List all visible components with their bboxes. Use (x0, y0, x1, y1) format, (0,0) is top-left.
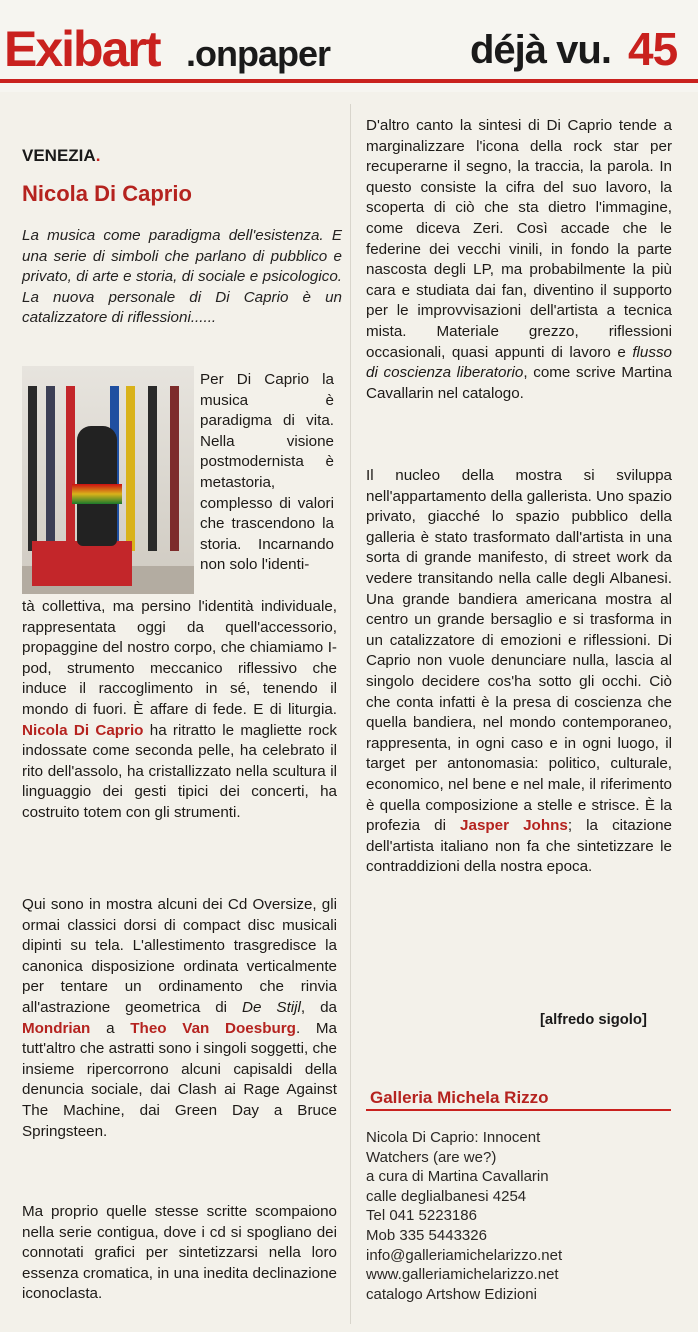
venue-rule (366, 1109, 671, 1111)
right-paragraph-1-a: D'altro canto la sintesi di Di Caprio tende a marginalizzare l'icona della rock star per recuperarne il segno, la traccia, la parola. In questo consiste la cifra del suo lavoro, la scoperta di ciò che sta dietro l'immagine, come diceva Zeri. Così accade che le federine dei vecchi vinili, in fondo la parte nascosta degli LP, ma probabilmente la più cara e studiata dai fan, diventino il supporto per le improvvisazioni dell'artista a tecnica mista. Materiale grezzo, riflessioni occasionali, quasi appunti di lavoro e (366, 117, 672, 361)
venue-mobile: Mob 335 5443326 (366, 1226, 487, 1244)
right-paragraph-2-b: ; la citazione dell'artista italiano non fa che sintetizzare le contraddizioni della nostra epoca. (366, 817, 673, 876)
column-divider (350, 104, 351, 1324)
paragraph-3-d: . Ma tutt'altro che astratti sono i singoli soggetti, che insieme ripercorrono alcuni capisaldi della denuncia sociale, dai Clash ai Rage Against The Machine, dai Green Day a Bruce Springsteen. (22, 1019, 337, 1140)
venue-info (366, 1128, 676, 1304)
venue-email: info@galleriamichelarizzo.net (366, 1246, 563, 1264)
author-credit: [alfredo sigolo] (540, 1012, 647, 1028)
venue-address: calle deglialbanesi 4254 (366, 1187, 527, 1205)
red-pedestal (32, 541, 132, 586)
venue-name: Galleria Michela Rizzo (370, 1088, 549, 1107)
venue-line: Nicola Di Caprio: Innocent (366, 1129, 541, 1146)
artwork-photo (22, 366, 194, 594)
paragraph-beside-photo: Per Di Caprio la musica è paradigma di vita. Nella visione postmodernista è metastoria, complesso di valori che trascendono la storia. Incarnando non solo l'identi- (200, 371, 334, 574)
canvas-spine (170, 386, 179, 551)
paragraph-4: Ma proprio quelle stesse scritte scompaiono nella serie contigua, dove i cd si spogliano dei connotati grafici per sintetizzarsi nella loro essenza cromatica, in una inedita declinazione iconoclasta. (22, 1203, 337, 1303)
venue-line: Watchers (are we?) (366, 1148, 497, 1166)
jasper-johns-name: Jasper Johns (460, 817, 568, 835)
venue-phone: Tel 041 5223186 (366, 1207, 477, 1225)
right-paragraph-1-b: , come scrive Martina Cavallarin nel catalogo. (366, 364, 672, 402)
artist-title: Nicola Di Caprio (22, 181, 192, 206)
paragraph-3 (22, 895, 337, 1142)
canvas-spine (66, 386, 75, 551)
venue-website: www.galleriamichelarizzo.net (366, 1266, 559, 1284)
brand-sub: .onpaper (186, 33, 331, 74)
flusso-di-coscienza: flusso di coscienza liberatorio (366, 343, 672, 382)
canvas-spine (148, 386, 157, 551)
paragraph-3-a: Qui sono in mostra alcuni dei Cd Oversize, gli ormai classici dorsi di compact disc musicali dipinti su tela. L'allestimento trasgredisce la canonica disposizione ordinata verticalmente per tentare un ordinamento che rinvia all'astrazione geometrica di (22, 896, 337, 1016)
wristband (72, 484, 122, 504)
city-name: VENEZIA (22, 146, 96, 165)
brand-logo: Exibart (4, 21, 160, 77)
paragraph-1-text: tà collettiva, ma persino l'identità individuale, rappresentata oggi da quell'accessorio, propaggine del nostro corpo, che chiamiamo I-pod, strumento meccanico riflessivo che induce il raccoglimento in sé, tenendo il mondo di fuori. È affare di fede. E di liturgia. (22, 598, 337, 718)
de-stijl: De Stijl (242, 998, 301, 1016)
mondrian-name: Mondrian (22, 1019, 91, 1037)
article-lede: La musica come paradigma dell'esistenza. E una serie di simboli che parlano di pubblico e privato, di arte e storia, di sociale e psicologico. La nuova personale di Di Caprio è un catalizzatore di riflessioni...... (22, 227, 342, 326)
artist-name-highlight: Nicola Di Caprio (22, 721, 144, 739)
city-dot: . (95, 146, 101, 165)
paragraph-3-b: , da (300, 998, 337, 1016)
canvas-spine (28, 386, 37, 551)
venue-catalog: catalogo Artshow Edizioni (366, 1285, 537, 1303)
right-paragraph-2 (366, 466, 672, 878)
section-title: déjà vu. (470, 28, 611, 72)
paragraph-2-text: ha ritratto le magliette rock indossate come seconda pelle, ha celebrato il rito dell'assolo, ha cristallizzato nella scultura il linguaggio dei gesti tipici dei concerti, ha costruito totem con gli strumenti. (22, 721, 337, 821)
city-heading (22, 146, 100, 166)
issue-number: 45 (628, 23, 678, 75)
right-paragraph-1 (366, 116, 672, 404)
canvas-spine (126, 386, 135, 551)
canvas-spine (46, 386, 55, 551)
masthead (0, 0, 698, 92)
venue-line: a cura di Martina Cavallarin (366, 1168, 549, 1186)
theo-van-doesburg-name: Theo Van Doesburg (130, 1019, 296, 1037)
right-paragraph-2-a: Il nucleo della mostra si sviluppa nell'appartamento della gallerista. Uno spazio privato, giacché lo spazio pubblico della galleria è stato trasformato dall'artista in una sorta di grande manifesto, di street work da vedere transitando nella calle degli Albanesi. Una grande bandiera americana mostra al centro un grande bersaglio e si trasforma in un catalizzatore di emozioni e riflessioni. Di Caprio non vuole denunciare nulla, lascia al singolo decidere cos'ha sotto gli occhi. Ciò che conta infatti è la presa di coscienza che quella bandiera, nel mondo contemporaneo, rappresenta, in ogni caso e in ogni luogo, il target per antonomasia: politico, culturale, economico, nel bene e nel male, il riferimento è quella composizione a stelle e strisce. È la profezia di (366, 467, 672, 835)
paragraph-1 (22, 597, 337, 824)
masthead-rule (0, 79, 698, 83)
paragraph-3-c: a (90, 1019, 131, 1037)
